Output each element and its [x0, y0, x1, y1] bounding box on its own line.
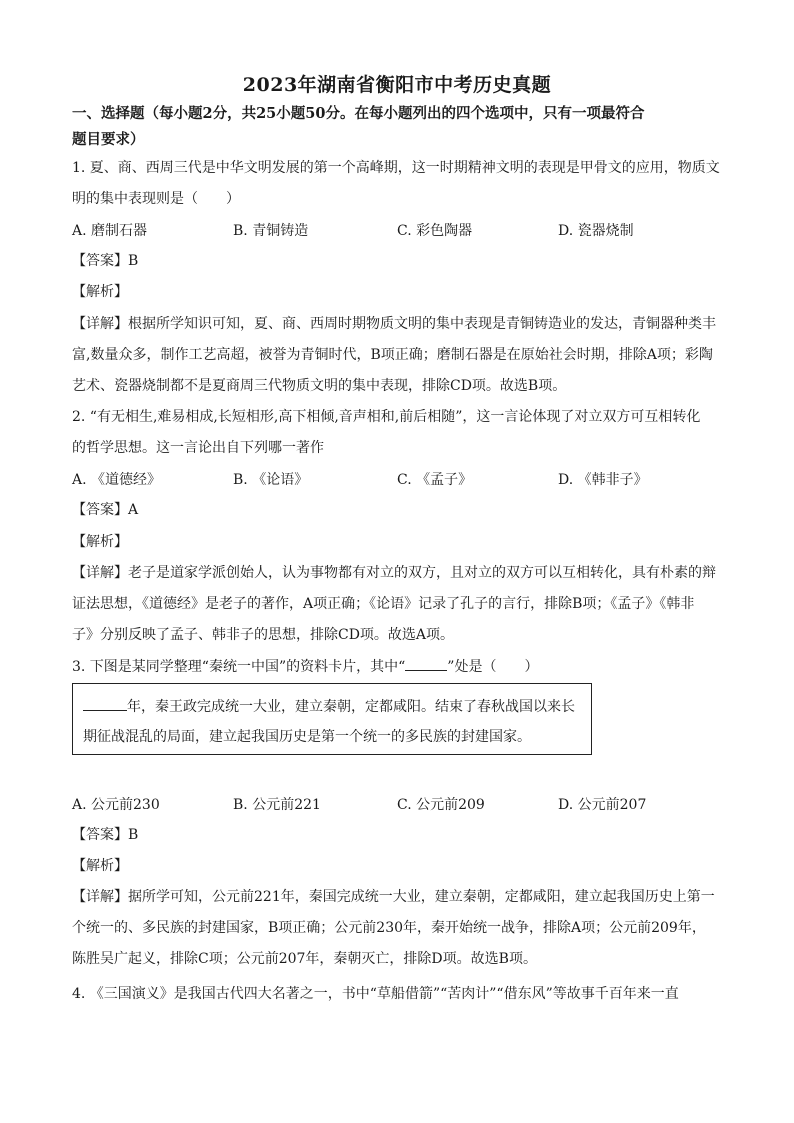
q3-card-line2: 期征战混乱的局面，建立起我国历史是第一个统一的多民族的封建国家。: [83, 729, 531, 745]
q1-option-d: D. 瓷器烧制: [558, 223, 634, 239]
q1-detail-line3: 艺术、瓷器烧制都不是夏商周三代物质文明的集中表现，排除CD项。故选B项。: [72, 378, 567, 394]
q1-stem-line1: 1. 夏、商、西周三代是中华文明发展的第一个高峰期，这一时期精神文明的表现是甲骨文的应用，物质文: [72, 160, 720, 176]
section-heading-line2: 题目要求）: [72, 131, 145, 148]
q3-card-line1-text: 年，秦王政完成统一大业，建立秦朝，定都咸阳。结束了春秋战国以来长: [127, 699, 575, 715]
q2-detail-line2: 证法思想，《道德经》是老子的著作，A项正确；《论语》记录了孔子的言行，排除B项；《孟子》《韩非: [72, 596, 695, 612]
q3-option-c: C. 公元前209: [397, 797, 485, 813]
q1-detail-line2: 富,数量众多，制作工艺高超，被誉为青铜时代，B项正确；磨制石器是在原始社会时期，排除A项；彩陶: [72, 347, 713, 363]
q3-card-blank: [83, 696, 127, 711]
q3-stem-blank: [405, 656, 447, 671]
q1-detail-line1: 【详解】根据所学知识可知，夏、商、西周时期物质文明的集中表现是青铜铸造业的发达，青铜器种类丰: [72, 316, 716, 332]
q3-detail-line2: 个统一的、多民族的封建国家，B项正确；公元前230年，秦开始统一战争，排除A项；公元前209年，: [72, 920, 706, 936]
q1-option-c: C. 彩色陶器: [397, 223, 473, 239]
q3-stem: [72, 656, 722, 677]
q2-stem-line2: 的哲学思想。这一言论出自下列哪一著作: [72, 440, 324, 456]
q3-option-a: A. 公元前230: [72, 797, 160, 813]
q2-answer: 【答案】A: [72, 502, 139, 518]
q1-answer: 【答案】B: [72, 253, 139, 269]
q2-option-d: D. 《韩非子》: [558, 472, 648, 488]
q4-stem-line1: 4. 《三国演义》是我国古代四大名著之一，书中“草船借箭”“苦肉计”“借东风”等故事千百年来一直: [72, 986, 679, 1002]
section-heading-line1: 一、选择题（每小题2分，共25小题50分。在每小题列出的四个选项中，只有一项最符合: [72, 105, 645, 122]
q3-stem-post: ”处是（ ）: [447, 659, 539, 675]
q3-option-b: B. 公元前221: [233, 797, 321, 813]
q3-info-card: [72, 683, 592, 755]
q1-analysis-label: 【解析】: [72, 284, 128, 300]
q1-option-a: A. 磨制石器: [72, 223, 148, 239]
q2-analysis-label: 【解析】: [72, 534, 128, 550]
q2-option-b: B. 《论语》: [233, 472, 309, 488]
q2-option-c: C. 《孟子》: [397, 472, 473, 488]
q3-stem-pre: 3. 下图是某同学整理“秦统一中国”的资料卡片，其中“: [72, 659, 406, 675]
q1-option-b: B. 青铜铸造: [233, 223, 309, 239]
q3-answer: 【答案】B: [72, 827, 139, 843]
q3-card-line1: [83, 696, 575, 716]
page-title: 2023年湖南省衡阳市中考历史真题: [242, 74, 552, 96]
q2-stem-line1: 2. “有无相生,难易相成,长短相形,高下相倾,音声相和,前后相随”，这一言论体现了对立双方可互相转化: [72, 409, 701, 425]
q2-detail-line1: 【详解】老子是道家学派创始人，认为事物都有对立的双方，且对立的双方可以互相转化，具有朴素的辩: [72, 565, 716, 581]
q2-option-a: A. 《道德经》: [72, 472, 162, 488]
q3-option-d: D. 公元前207: [558, 797, 647, 813]
q2-detail-line3: 子》分别反映了孟子、韩非子的思想，排除CD项。故选A项。: [72, 627, 455, 643]
q3-detail-line1: 【详解】据所学可知，公元前221年，秦国完成统一大业，建立秦朝，定都咸阳，建立起我国历史上第一: [72, 889, 715, 905]
q3-detail-line3: 陈胜吴广起义，排除C项；公元前207年，秦朝灭亡，排除D项。故选B项。: [72, 951, 537, 967]
q3-analysis-label: 【解析】: [72, 858, 128, 874]
q1-stem-line2: 明的集中表现则是（ ）: [72, 191, 240, 207]
